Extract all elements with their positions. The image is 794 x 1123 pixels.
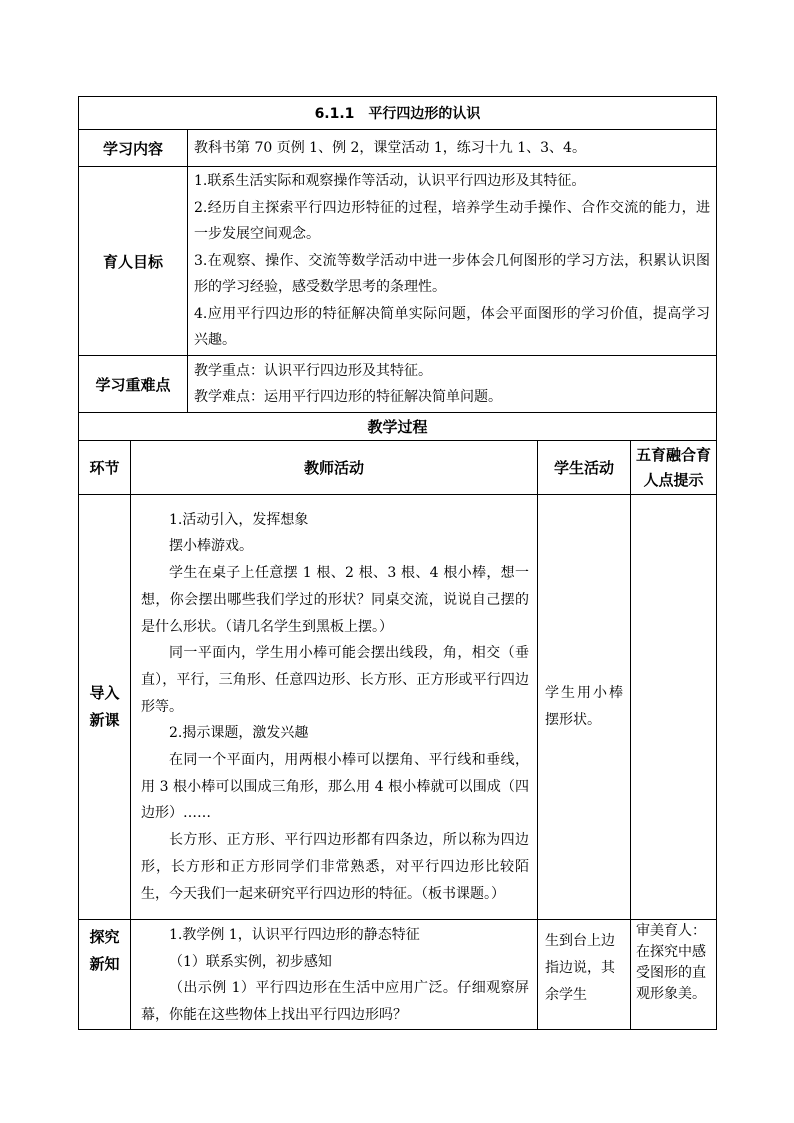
content-label: 学习内容 [79,130,188,167]
goals-label: 育人目标 [79,167,188,356]
paragraph: （1）联系实例，初步感知 [169,953,332,970]
header-note: 五育融合育人点提示 [631,441,717,495]
key-point-item: 教学难点：运用平行四边形的特征解决简单问题。 [194,389,502,405]
intro-stage: 导入 新课 [79,495,131,920]
goal-item: 1.联系生活实际和观察操作等活动，认识平行四边形及其特征。 [194,173,586,190]
goal-item: 2.经历自主探索平行四边形特征的过程，培养学生动手操作、合作交流的能力，进一步发展空间观念。 [194,199,710,243]
header-teacher: 教师活动 [131,441,538,495]
explore-teacher-activity [131,920,538,1030]
goal-item: 4.应用平行四边形的特征解决简单实际问题，体会平面图形的学习价值，提高学习兴趣。 [194,305,710,349]
goal-item: 3.在观察、操作、交流等数学活动中进一步体会几何图形的学习方法，积累认识图形的学习经验，感受数学思考的条理性。 [194,252,710,296]
paragraph: （出示例 1）平行四边形在生活中应用广泛。仔细观察屏幕，你能在这些物体上找出平行四边形吗？ [141,980,529,1023]
intro-student-activity: 学生用小棒摆形状。 [538,495,631,920]
key-point-item: 教学重点：认识平行四边形及其特征。 [194,362,432,379]
paragraph: 2.揭示课题，激发兴趣 [169,725,309,742]
explore-stage: 探究 新知 [79,920,131,1030]
process-title: 教学过程 [79,413,717,441]
paragraph: 学生在桌子上任意摆 1 根、2 根、3 根、4 根小棒，想一想，你会摆出哪些我们学过的形状？同桌交流，说说自己摆的是什么形状。（请几名学生到黑板上摆。） [141,565,529,635]
paragraph: 1.活动引入，发挥想象 [169,511,309,528]
explore-note: 审美育人：在探究中感受图形的直观形象美。 [631,920,717,1030]
key-points-text [188,356,717,413]
header-stage: 环节 [79,441,131,495]
explore-student-activity: 生到台上边指边说，其余学生 [538,920,631,1030]
lesson-plan-table [78,96,717,1030]
paragraph: 在同一个平面内，用两根小棒可以摆角、平行线和垂线，用 3 根小棒可以围成三角形，那么用 4 根小棒就可以围成（四边形）…… [141,752,529,822]
paragraph: 摆小棒游戏。 [169,538,253,555]
intro-teacher-activity [131,495,538,920]
document-title: 6.1.1 平行四边形的认识 [79,97,717,130]
paragraph: 同一平面内，学生用小棒可能会摆出线段，角，相交（垂直），平行，三角形、任意四边形、长方形、正方形或平行四边形等。 [141,645,529,715]
goals-text [188,167,717,356]
header-student: 学生活动 [538,441,631,495]
paragraph: 1.教学例 1，认识平行四边形的静态特征 [169,927,420,943]
key-points-label: 学习重难点 [79,356,188,413]
content-text: 教科书第 70 页例 1、例 2，课堂活动 1，练习十九 1、3、4。 [188,130,717,167]
intro-note [631,495,717,920]
paragraph: 长方形、正方形、平行四边形都有四条边，所以称为四边形，长方形和正方形同学们非常熟悉，对平行四边形比较陌生，今天我们一起来研究平行四边形的特征。（板书课题。） [141,832,529,902]
